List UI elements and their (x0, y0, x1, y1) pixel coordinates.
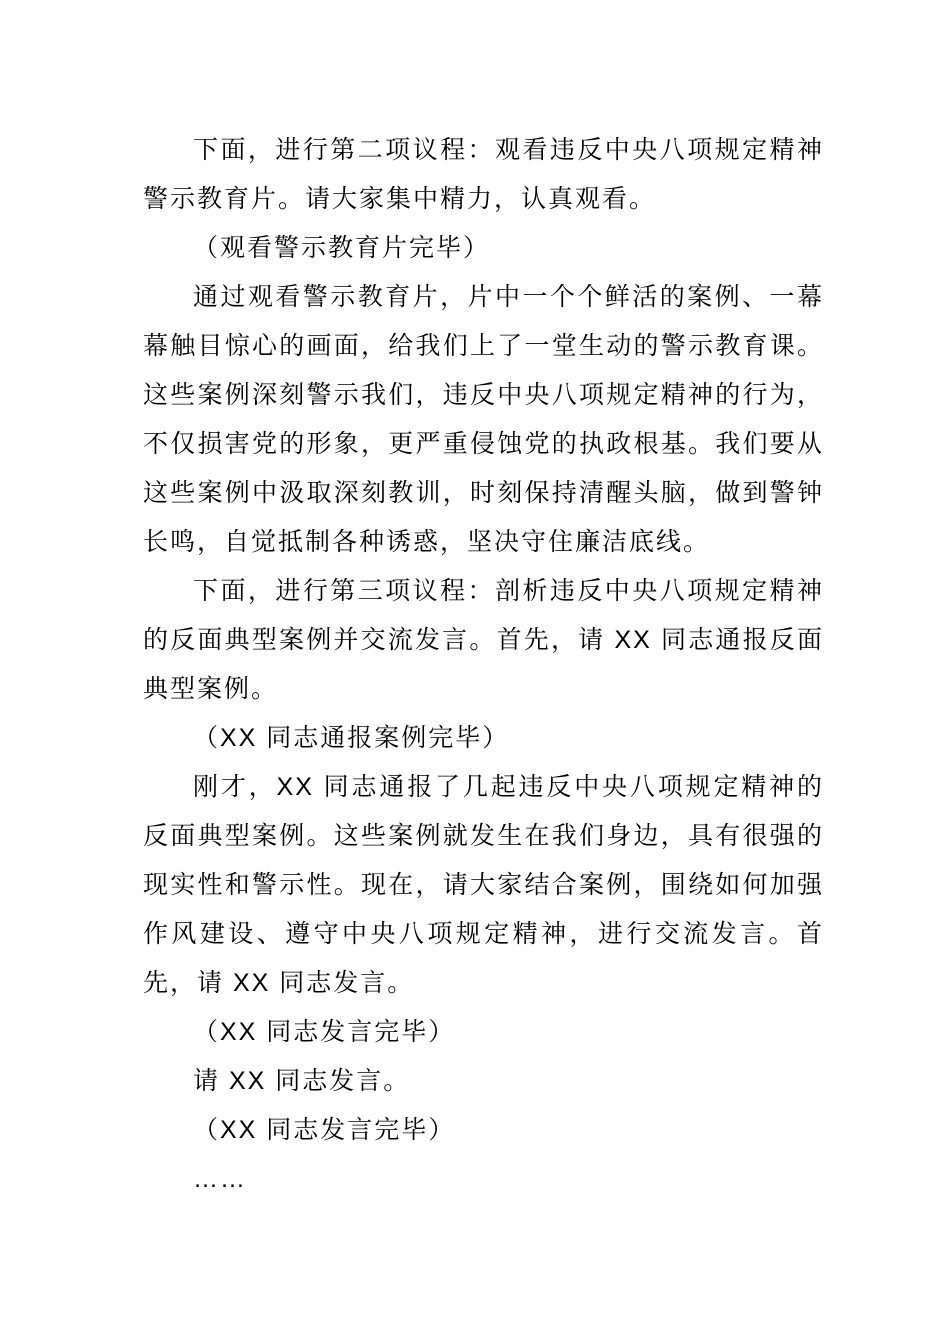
stage-note-case-briefing-finished: （XX 同志通报案例完毕） (193, 724, 510, 752)
paragraph-invite-next-speech: 请 XX 同志发言。 (193, 1067, 411, 1095)
stage-note-speech-finished-first: （XX 同志发言完毕） (193, 1018, 456, 1046)
paragraph-video-reflection: 通过观看警示教育片，片中一个个鲜活的案例、一幕幕触目惊心的画面，给我们上了一堂生动的警示教育课。这些案例深刻警示我们，违反中央八项规定精神的行为，不仅损害党的形象，更严重侵蚀党的执政根基。我们要从这些案例中汲取深刻教训，时刻保持清醒头脑，做到警钟长鸣，自觉抵制各种诱惑，坚决守住廉洁底线。 (143, 283, 824, 556)
paragraph-third-agenda-item: 下面，进行第三项议程：剖析违反中央八项规定精神的反面典型案例并交流发言。首先，请 XX 同志通报反面典型案例。 (143, 577, 824, 703)
paragraph-ellipsis: …… (193, 1165, 247, 1193)
paragraph-case-discussion: 刚才，XX 同志通报了几起违反中央八项规定精神的反面典型案例。这些案例就发生在我们身边，具有很强的现实性和警示性。现在，请大家结合案例，围绕如何加强作风建设、遵守中央八项规定精神，进行交流发言。首先，请 XX 同志发言。 (143, 773, 824, 997)
paragraph-second-agenda-item: 下面，进行第二项议程：观看违反中央八项规定精神警示教育片。请大家集中精力，认真观看。 (143, 136, 824, 213)
stage-note-speech-finished-second: （XX 同志发言完毕） (193, 1116, 456, 1144)
stage-note-video-finished: （观看警示教育片完毕） (193, 234, 491, 262)
document-body (143, 126, 824, 1204)
